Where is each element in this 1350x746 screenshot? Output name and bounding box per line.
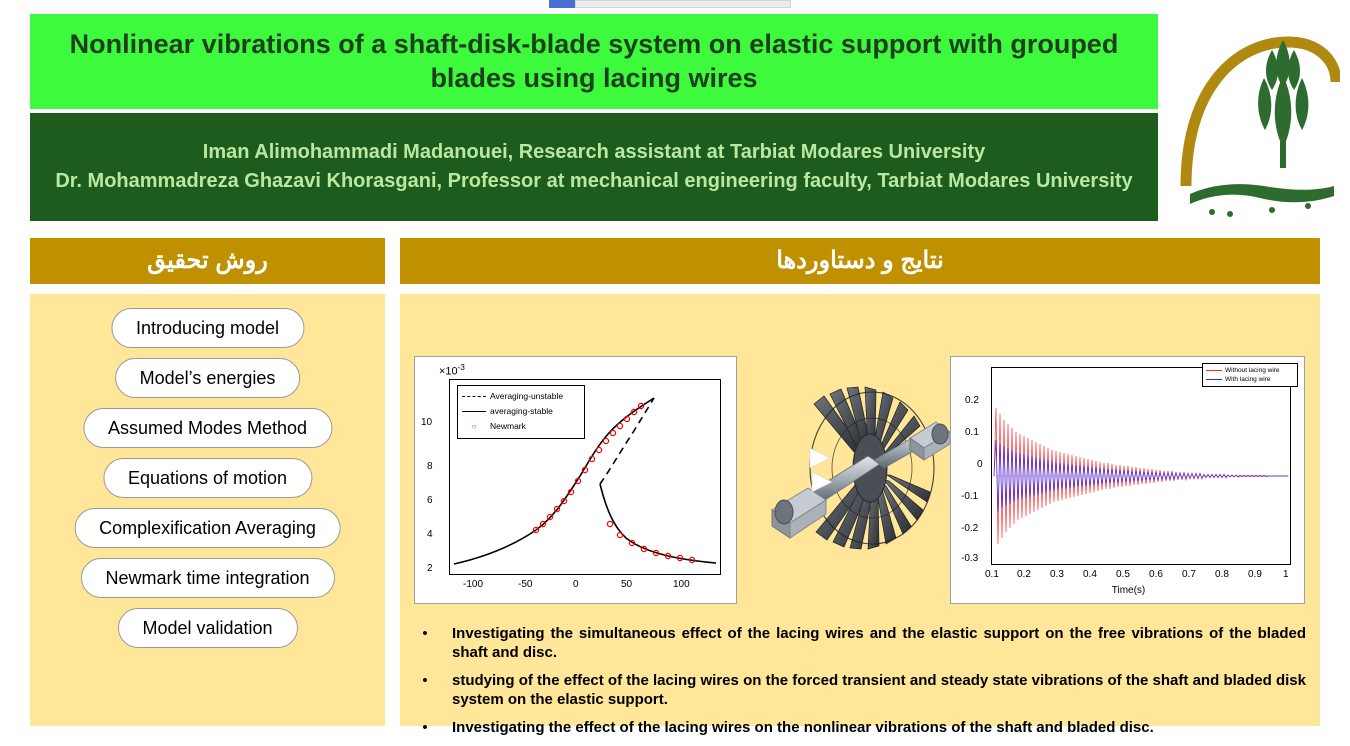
results-bullet-list bbox=[420, 624, 1306, 746]
method-step-1[interactable]: Introducing model bbox=[111, 308, 304, 348]
legend-entry-without-lacing-wire bbox=[1206, 366, 1294, 375]
sci-exponent: -3 bbox=[457, 363, 465, 372]
fig3-xtick-0-5: 0.5 bbox=[1116, 569, 1130, 580]
fig1-ytick-4: 4 bbox=[427, 529, 433, 540]
fig3-ytick-0-1: 0.1 bbox=[965, 427, 979, 438]
legend-label-without-lacing-wire: Without lacing wire bbox=[1225, 367, 1280, 374]
legend-label-with-lacing-wire: With lacing wire bbox=[1225, 376, 1271, 383]
fig1-xtick-0: 0 bbox=[573, 579, 579, 590]
method-step-3[interactable]: Assumed Modes Method bbox=[83, 408, 332, 448]
fig1-xtick-n50: -50 bbox=[518, 579, 533, 590]
fig1-ytick-2: 2 bbox=[427, 563, 433, 574]
method-step-4[interactable]: Equations of motion bbox=[103, 458, 312, 498]
legend-label-averaging-unstable: Averaging-unstable bbox=[490, 391, 564, 401]
fig3-ytick-n0-2: -0.2 bbox=[961, 523, 979, 534]
poster-authors-band bbox=[30, 113, 1158, 221]
bullet-dot: • bbox=[422, 719, 428, 736]
time-response-curves bbox=[992, 368, 1290, 564]
top-artifact-blue bbox=[549, 0, 575, 8]
time-response-legend bbox=[1202, 363, 1298, 387]
fig3-xtick-0-8: 0.8 bbox=[1215, 569, 1229, 580]
fig1-ytick-6: 6 bbox=[427, 495, 433, 506]
results-column bbox=[400, 238, 1320, 736]
bullet-text-2: studying of the effect of the lacing wires on the forced transient and steady state vibrations of the shaft and bladed disk system on the elastic support. bbox=[452, 672, 1306, 708]
results-heading: نتایج و دستاوردها bbox=[400, 238, 1320, 284]
fig3-xtick-0-1: 0.1 bbox=[985, 569, 999, 580]
poster-title-band bbox=[30, 14, 1158, 109]
fig3-xtick-0-2: 0.2 bbox=[1017, 569, 1031, 580]
time-response-chart bbox=[950, 356, 1305, 604]
list-item bbox=[420, 671, 1306, 709]
research-method-body bbox=[30, 294, 385, 726]
fig3-xtick-0-4: 0.4 bbox=[1083, 569, 1097, 580]
list-item bbox=[420, 624, 1306, 662]
bullet-dot: • bbox=[422, 672, 428, 689]
legend-entry-averaging-unstable bbox=[462, 389, 580, 404]
fig3-xtick-0-9: 0.9 bbox=[1248, 569, 1262, 580]
legend-key-marker: ○ bbox=[471, 422, 477, 431]
top-artifact-grey bbox=[575, 0, 791, 8]
legend-key-dashed bbox=[462, 396, 486, 398]
legend-entry-newmark bbox=[462, 419, 580, 434]
legend-key-blue bbox=[1206, 379, 1222, 381]
frequency-response-legend bbox=[457, 385, 585, 439]
research-method-heading: روش تحقیق bbox=[30, 238, 385, 284]
bullet-text-3: Investigating the effect of the lacing wires on the nonlinear vibrations of the shaft and bladed disc. bbox=[452, 719, 1154, 736]
tarbiat-modares-university-logo-icon bbox=[1168, 16, 1340, 221]
fig3-ytick-n0-3: -0.3 bbox=[961, 553, 979, 564]
legend-key-solid bbox=[462, 411, 486, 413]
sci-mantissa: ×10 bbox=[439, 365, 458, 378]
fig3-xlabel: Time(s) bbox=[1111, 585, 1146, 596]
author-line-1: Iman Alimohammadi Madanouei, Research assistant at Tarbiat Modares University bbox=[202, 141, 986, 163]
results-body bbox=[400, 294, 1320, 736]
frequency-response-sci-label bbox=[439, 363, 465, 378]
fig1-ytick-8: 8 bbox=[427, 461, 433, 472]
fig3-xtick-0-7: 0.7 bbox=[1182, 569, 1196, 580]
legend-key-red bbox=[1206, 370, 1222, 372]
fig3-xtick-0-3: 0.3 bbox=[1050, 569, 1064, 580]
method-step-2[interactable]: Model’s energies bbox=[115, 358, 301, 398]
time-response-axes bbox=[991, 367, 1291, 565]
legend-entry-with-lacing-wire bbox=[1206, 375, 1294, 384]
author-line-2: Dr. Mohammadreza Ghazavi Khorasgani, Professor at mechanical engineering faculty, Tarbiat Modares University bbox=[55, 170, 1133, 192]
research-method-column bbox=[30, 238, 385, 726]
fig1-xtick-50: 50 bbox=[621, 579, 633, 590]
fig3-ytick-0: 0 bbox=[977, 459, 983, 470]
shaft-disk-blade-3d-icon bbox=[750, 360, 960, 600]
bullet-text-1: Investigating the simultaneous effect of the lacing wires and the elastic support on the free vibrations of the bladed shaft and disc. bbox=[452, 625, 1306, 661]
frequency-response-chart bbox=[414, 356, 737, 604]
method-step-5[interactable]: Complexification Averaging bbox=[74, 508, 341, 548]
authors-block bbox=[35, 138, 1152, 196]
fig3-ytick-n0-1: -0.1 bbox=[961, 491, 979, 502]
page-title: Nonlinear vibrations of a shaft-disk-blade system on elastic support with grouped blades using lacing wires bbox=[69, 28, 1119, 93]
fig3-ytick-0-2: 0.2 bbox=[965, 395, 979, 406]
fig3-xtick-1: 1 bbox=[1283, 569, 1289, 580]
fig3-xtick-0-6: 0.6 bbox=[1149, 569, 1163, 580]
legend-label-newmark: Newmark bbox=[490, 421, 526, 431]
fig1-xtick-n100: -100 bbox=[463, 579, 484, 590]
university-logo bbox=[1168, 16, 1340, 221]
method-step-7[interactable]: Model validation bbox=[117, 608, 297, 648]
fig1-ytick-10: 10 bbox=[421, 417, 433, 428]
fig1-xtick-100: 100 bbox=[673, 579, 690, 590]
legend-label-averaging-stable: averaging-stable bbox=[490, 406, 553, 416]
legend-entry-averaging-stable bbox=[462, 404, 580, 419]
list-item bbox=[420, 718, 1306, 737]
shaft-disk-blade-3d-model bbox=[750, 360, 960, 600]
bullet-dot: • bbox=[422, 625, 428, 642]
method-step-6[interactable]: Newmark time integration bbox=[80, 558, 334, 598]
